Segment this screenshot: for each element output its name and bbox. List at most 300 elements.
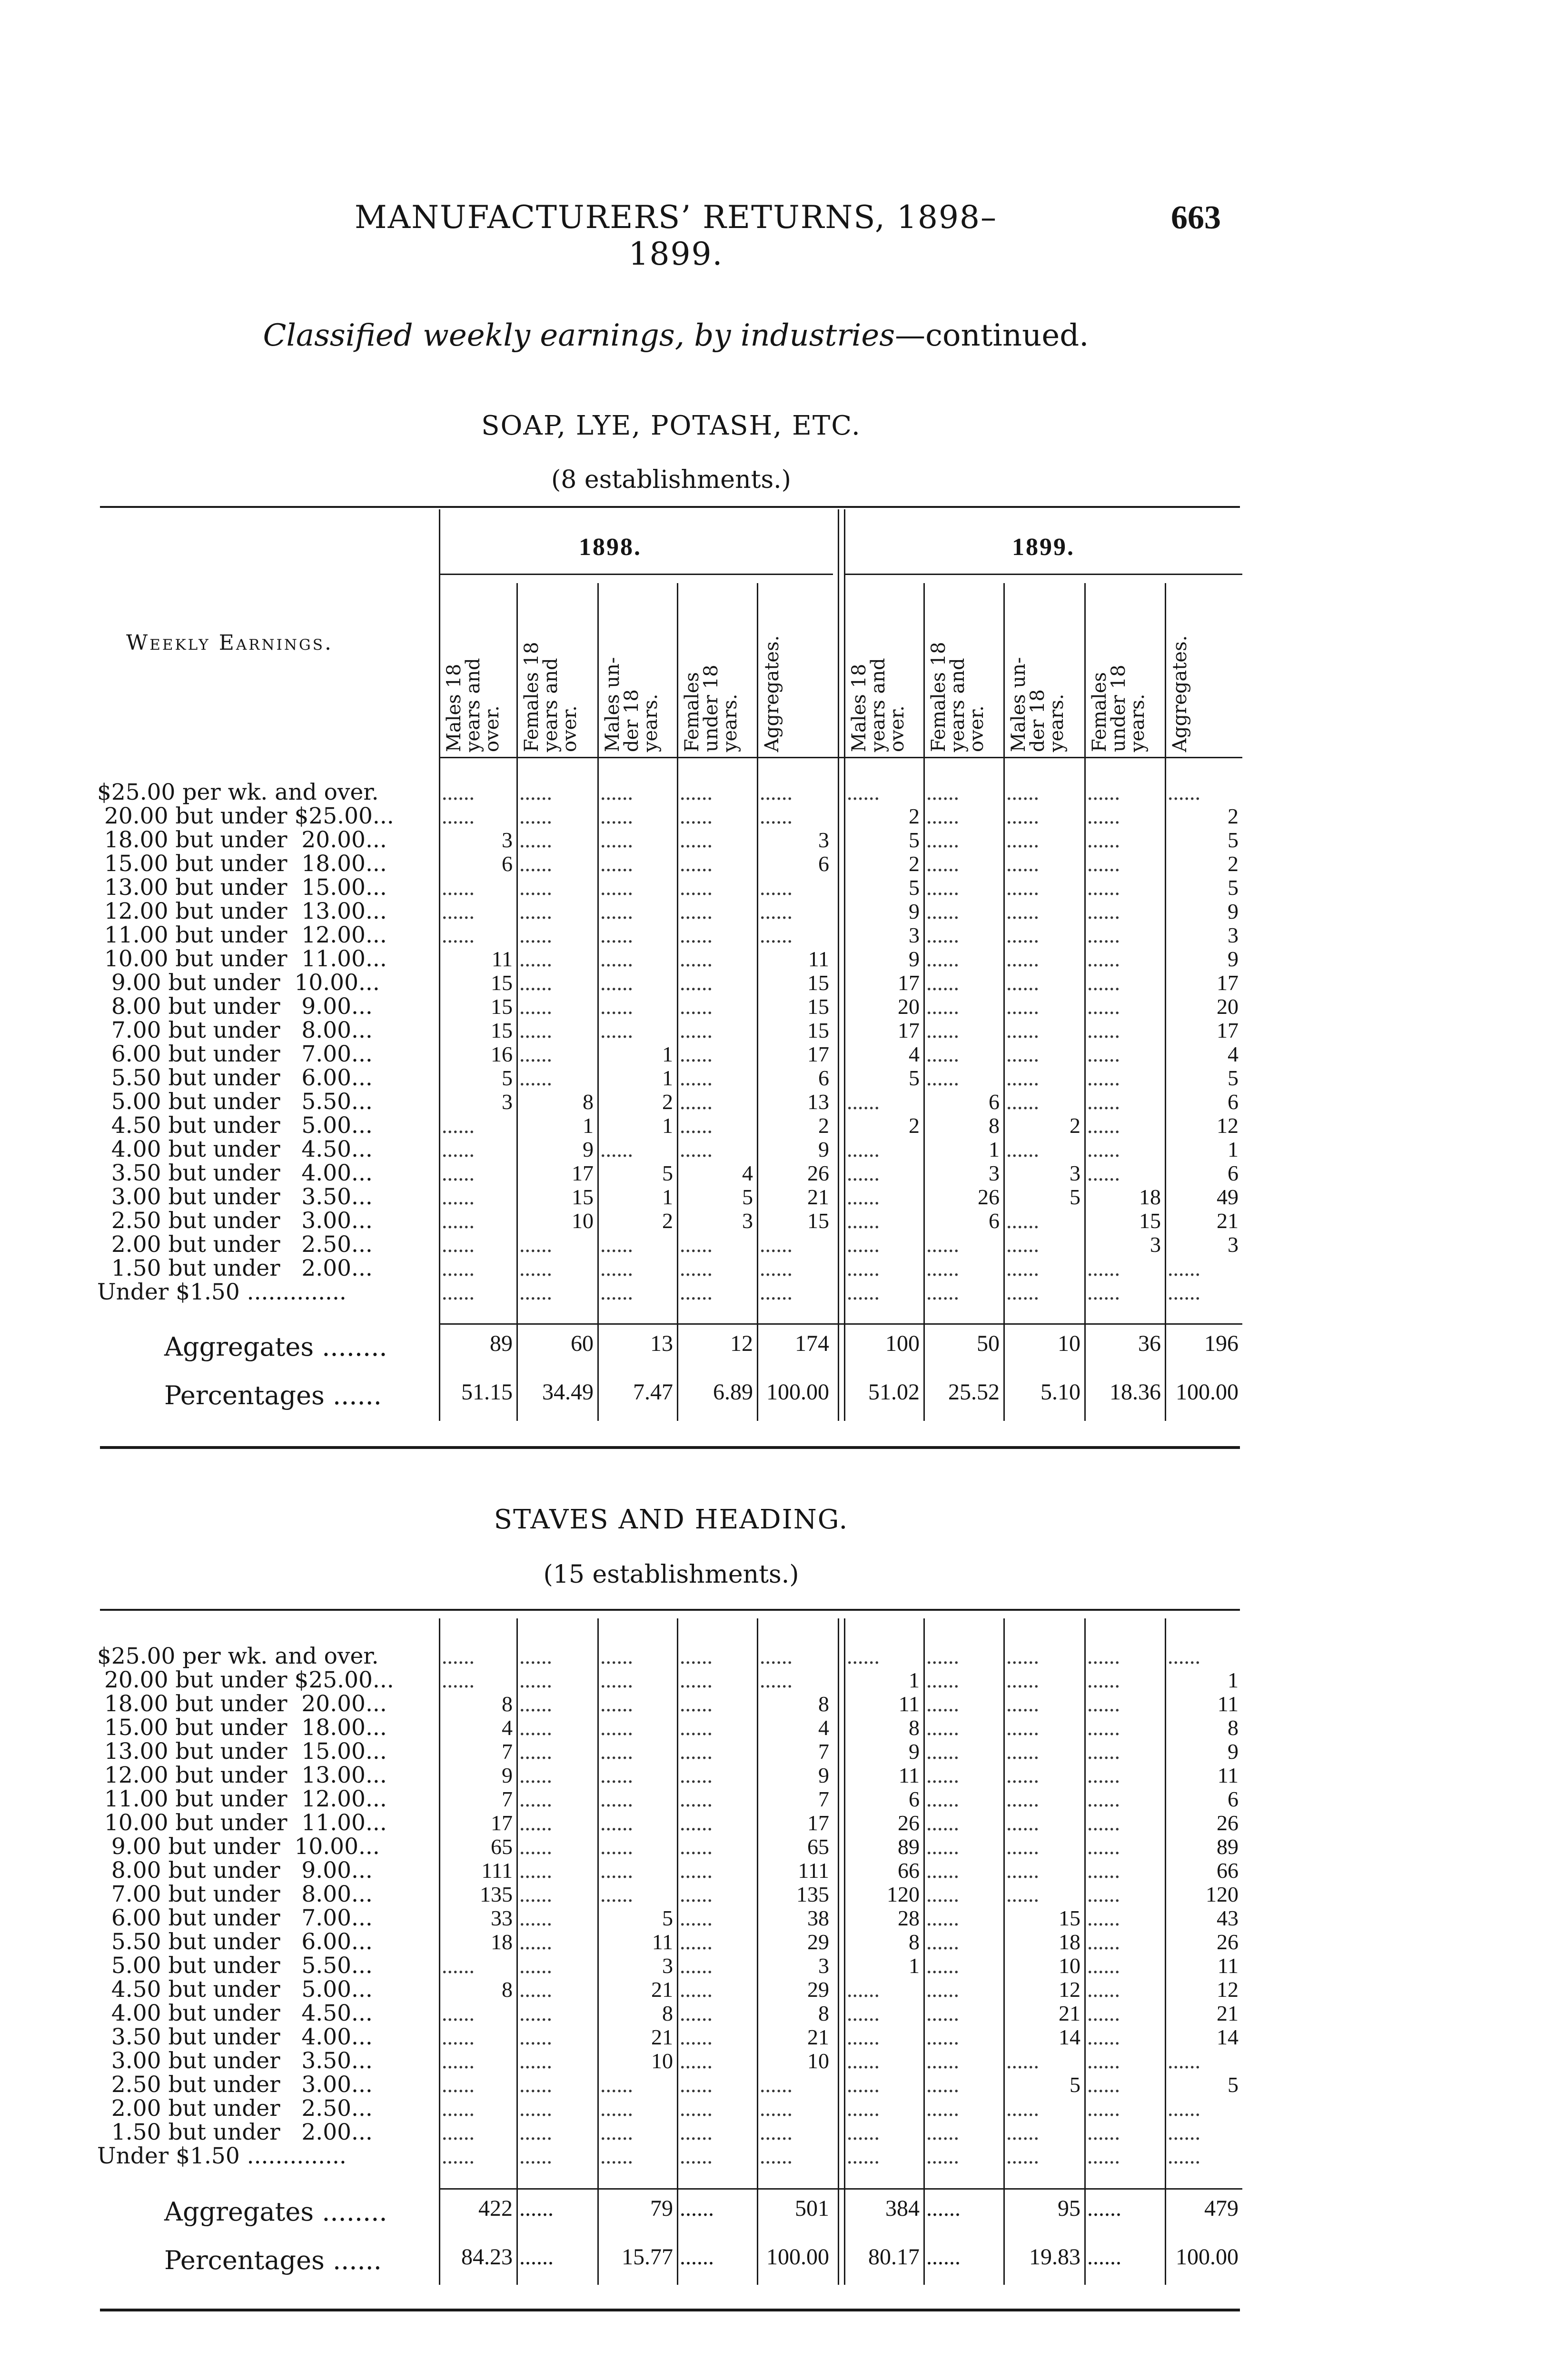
table-cell: ......	[600, 947, 633, 971]
table-cell: ......	[760, 1256, 793, 1280]
table-cell: ......	[926, 1977, 959, 2002]
table-cell: ......	[1087, 2025, 1120, 2049]
table-cell: ......	[519, 804, 552, 828]
aggregates-rule	[439, 1323, 1242, 1325]
row-label: 1.50 but under 2.00...	[97, 2119, 373, 2145]
table-cell: ......	[519, 1954, 552, 1978]
table-cell: ......	[926, 2096, 959, 2121]
table-cell: ......	[926, 1692, 959, 1716]
table-top-rule-soap	[100, 506, 1240, 508]
table-cell: ......	[680, 1858, 713, 1883]
table-cell: ......	[1087, 1644, 1120, 1668]
table-cell: ......	[847, 1090, 880, 1114]
column-header-1899-3: Males un- der 18 years.	[1008, 657, 1068, 752]
table-cell: ......	[847, 1137, 880, 1161]
table-cell: 8	[583, 1090, 594, 1114]
table-cell: ......	[600, 1882, 633, 1906]
table-cell: ......	[519, 1018, 552, 1042]
table-cell: ......	[1006, 1835, 1039, 1859]
table-cell: ......	[1006, 1787, 1039, 1811]
table-cell: ......	[442, 1256, 475, 1280]
row-label: 10.00 but under 11.00...	[97, 1810, 387, 1836]
table-cell: ......	[519, 994, 552, 1019]
aggregate-cell: ......	[926, 2196, 961, 2221]
table-cell: ......	[1006, 1280, 1039, 1304]
table-cell: ......	[442, 1954, 475, 1978]
table-cell: 135	[796, 1882, 829, 1906]
table-cell: ......	[1006, 923, 1039, 947]
row-label: 3.00 but under 3.50...	[97, 2048, 373, 2074]
percentage-cell: ......	[1087, 2244, 1121, 2270]
table-cell: ......	[680, 2049, 713, 2073]
table-cell: ......	[760, 2144, 793, 2168]
table-cell: ......	[600, 1739, 633, 1764]
table-cell: ......	[519, 1763, 552, 1787]
table-cell: ......	[680, 1256, 713, 1280]
table-cell: 17	[898, 1018, 920, 1042]
percentage-cell: 34.49	[542, 1379, 594, 1405]
table-cell: ......	[847, 1280, 880, 1304]
table-cell: ......	[1087, 1977, 1120, 2002]
table-cell: 10	[1059, 1954, 1080, 1978]
table-cell: ......	[600, 804, 633, 828]
table-cell: ......	[926, 1763, 959, 1787]
aggregate-cell: 479	[1204, 2196, 1239, 2221]
table-cell: ......	[519, 1716, 552, 1740]
table-cell: ......	[926, 1042, 959, 1066]
percentage-cell: 19.83	[1029, 2244, 1080, 2270]
table-cell: ......	[1006, 971, 1039, 995]
table-cell: 8	[909, 1930, 920, 1954]
table-cell: 3	[502, 1090, 513, 1114]
table-cell: 4	[818, 1716, 829, 1740]
table-cell: ......	[600, 899, 633, 923]
table-cell: ......	[1087, 1906, 1120, 1930]
aggregate-cell: 422	[478, 2196, 513, 2221]
percentage-cell: 100.00	[766, 2244, 829, 2270]
table-cell: 17	[807, 1811, 829, 1835]
table-cell: 11	[898, 1692, 920, 1716]
table-cell: ......	[600, 1692, 633, 1716]
table-cell: 18	[1139, 1185, 1161, 1209]
table-cell: ......	[760, 899, 793, 923]
table-cell: ......	[600, 1763, 633, 1787]
table-cell: 3	[1228, 923, 1239, 947]
table-cell: ......	[1087, 947, 1120, 971]
table-cell: 14	[1217, 2025, 1239, 2049]
table-cell: 20	[898, 994, 920, 1019]
table-cell: 11	[491, 947, 513, 971]
col-divider-double	[838, 1618, 839, 2285]
table-cell: ......	[1006, 1042, 1039, 1066]
table-cell: 3	[662, 1954, 673, 1978]
table-cell: 3	[818, 828, 829, 852]
table-cell: ......	[926, 1906, 959, 1930]
table-cell: ......	[1006, 1644, 1039, 1668]
table-cell: ......	[442, 2049, 475, 2073]
row-label: 3.50 but under 4.00...	[97, 1160, 373, 1186]
section-title-staves: STAVES AND HEADING.	[494, 1504, 849, 1535]
table-cell: ......	[1087, 1668, 1120, 1692]
table-cell: 17	[491, 1811, 513, 1835]
percentage-cell: 15.77	[622, 2244, 673, 2270]
table-cell: 9	[818, 1137, 829, 1161]
aggregate-cell: 50	[977, 1331, 1000, 1356]
table-cell: 10	[807, 2049, 829, 2073]
table-cell: ......	[680, 2144, 713, 2168]
percentage-cell: 51.02	[868, 1379, 920, 1405]
table-cell: ......	[519, 1835, 552, 1859]
table-cell: 21	[651, 1977, 673, 2002]
table-cell: ......	[442, 1137, 475, 1161]
table-cell: 11	[808, 947, 829, 971]
table-cell: ......	[442, 780, 475, 804]
row-label: 20.00 but under $25.00...	[97, 1667, 394, 1693]
table-cell: 4	[909, 1042, 920, 1066]
table-cell: ......	[680, 1716, 713, 1740]
table-cell: ......	[847, 780, 880, 804]
table-cell: ......	[600, 780, 633, 804]
table-cell: ......	[680, 875, 713, 900]
table-cell: 7	[818, 1739, 829, 1764]
table-cell: 3	[1228, 1232, 1239, 1257]
table-cell: 2	[662, 1209, 673, 1233]
table-cell: 65	[807, 1835, 829, 1859]
aggregate-cell: 12	[730, 1331, 753, 1356]
percentage-cell: 100.00	[766, 1379, 829, 1405]
table-cell: ......	[1087, 2001, 1120, 2025]
table-cell: ......	[1087, 2049, 1120, 2073]
table-cell: 5	[662, 1161, 673, 1185]
table-cell: ......	[442, 875, 475, 900]
table-cell: ......	[760, 780, 793, 804]
table-cell: ......	[600, 2073, 633, 2097]
table-cell: 15	[491, 971, 513, 995]
table-cell: ......	[519, 1906, 552, 1930]
table-cell: 9	[909, 947, 920, 971]
table-cell: 1	[1228, 1668, 1239, 1692]
row-label: 12.00 but under 13.00...	[97, 898, 387, 924]
table-cell: ......	[519, 852, 552, 876]
table-cell: 8	[818, 1692, 829, 1716]
table-cell: ......	[1087, 780, 1120, 804]
table-cell: ......	[519, 1280, 552, 1304]
row-label: 18.00 but under 20.00...	[97, 827, 387, 853]
table-cell: ......	[442, 1644, 475, 1668]
table-cell: ......	[600, 994, 633, 1019]
table-cell: 26	[1217, 1930, 1239, 1954]
table-cell: ......	[847, 1977, 880, 2002]
table-cell: ......	[926, 1232, 959, 1257]
table-cell: ......	[1006, 852, 1039, 876]
table-cell: 28	[898, 1906, 920, 1930]
percentage-cell: 25.52	[948, 1379, 1000, 1405]
table-cell: ......	[680, 1066, 713, 1090]
table-cell: ......	[926, 1644, 959, 1668]
table-cell: ......	[1087, 1042, 1120, 1066]
table-cell: ......	[519, 1977, 552, 2002]
table-cell: 26	[1217, 1811, 1239, 1835]
column-header-1898-5: Aggregates.	[761, 635, 783, 752]
table-cell: ......	[847, 1185, 880, 1209]
table-cell: ......	[442, 1232, 475, 1257]
table-cell: 5	[1070, 1185, 1080, 1209]
table-cell: 3	[909, 923, 920, 947]
table-cell: 15	[491, 994, 513, 1019]
aggregate-cell: 174	[795, 1331, 829, 1356]
table-cell: 13	[807, 1090, 829, 1114]
table-cell: ......	[600, 1644, 633, 1668]
table-cell: ......	[600, 1256, 633, 1280]
table-cell: 17	[1217, 971, 1239, 995]
row-label: 15.00 but under 18.00...	[97, 1715, 387, 1741]
table-cell: ......	[600, 2096, 633, 2121]
table-cell: 17	[1217, 1018, 1239, 1042]
table-cell: ......	[680, 1113, 713, 1138]
table-cell: ......	[680, 1930, 713, 1954]
table-cell: ......	[1006, 875, 1039, 900]
table-cell: ......	[442, 2073, 475, 2097]
table-cell: 1	[662, 1042, 673, 1066]
table-cell: ......	[600, 875, 633, 900]
table-cell: ......	[519, 1668, 552, 1692]
table-cell: ......	[1006, 804, 1039, 828]
table-subtitle	[248, 318, 1104, 353]
table-cell: 1	[583, 1113, 594, 1138]
table-cell: ......	[1006, 1739, 1039, 1764]
table-cell: ......	[1087, 1811, 1120, 1835]
subtitle-italic: Classified weekly earnings, by industries	[263, 318, 895, 353]
percentage-cell: 84.23	[461, 2244, 513, 2270]
table-cell: ......	[442, 1280, 475, 1304]
table-cell: 2	[909, 852, 920, 876]
row-label: 6.00 but under 7.00...	[97, 1905, 373, 1931]
percentage-cell: 5.10	[1041, 1379, 1080, 1405]
percentage-cell: 18.36	[1110, 1379, 1161, 1405]
table-cell: ......	[760, 2073, 793, 2097]
table-cell: ......	[680, 1835, 713, 1859]
table-cell: 8	[502, 1977, 513, 2002]
table-cell: ......	[442, 1185, 475, 1209]
table-cell: 6	[1228, 1161, 1239, 1185]
row-label: 2.00 but under 2.50...	[97, 1231, 373, 1258]
table-cell: ......	[680, 1280, 713, 1304]
table-cell: 12	[1217, 1977, 1239, 2002]
table-cell: ......	[926, 971, 959, 995]
table-bottom-rule-staves	[100, 2309, 1240, 2311]
table-cell: 6	[909, 1787, 920, 1811]
table-cell: 33	[491, 1906, 513, 1930]
table-cell: ......	[519, 1692, 552, 1716]
row-label: 4.50 but under 5.00...	[97, 1976, 373, 2003]
table-cell: 6	[1228, 1090, 1239, 1114]
table-cell: ......	[680, 1977, 713, 2002]
table-cell: ......	[1087, 2096, 1120, 2121]
table-cell: ......	[926, 1668, 959, 1692]
table-cell: ......	[926, 2001, 959, 2025]
table-cell: ......	[847, 2073, 880, 2097]
aggregate-cell: 384	[885, 2196, 920, 2221]
table-cell: ......	[1006, 780, 1039, 804]
table-cell: ......	[926, 1739, 959, 1764]
table-cell: 9	[909, 1739, 920, 1764]
table-cell: ......	[442, 2144, 475, 2168]
table-cell: 26	[807, 1161, 829, 1185]
table-top-rule-staves	[100, 1609, 1240, 1611]
row-label: 8.00 but under 9.00...	[97, 1857, 373, 1884]
table-cell: 12	[1217, 1113, 1239, 1138]
row-label: 2.00 but under 2.50...	[97, 2095, 373, 2122]
table-cell: ......	[760, 1668, 793, 1692]
table-cell: 7	[818, 1787, 829, 1811]
table-cell: 49	[1217, 1185, 1239, 1209]
table-cell: ......	[1006, 2049, 1039, 2073]
table-cell: ......	[1087, 1787, 1120, 1811]
table-cell: ......	[600, 1668, 633, 1692]
table-cell: ......	[442, 1113, 475, 1138]
table-cell: ......	[926, 2049, 959, 2073]
table-cell: ......	[926, 828, 959, 852]
table-cell: 3	[742, 1209, 753, 1233]
table-cell: 26	[898, 1811, 920, 1835]
table-cell: 21	[807, 2025, 829, 2049]
table-cell: ......	[1087, 875, 1120, 900]
table-cell: ......	[1006, 2144, 1039, 2168]
table-cell: 8	[909, 1716, 920, 1740]
table-cell: ......	[1087, 1113, 1120, 1138]
table-cell: 17	[807, 1042, 829, 1066]
table-cell: ......	[600, 1811, 633, 1835]
table-cell: 20	[1217, 994, 1239, 1019]
row-label: 12.00 but under 13.00...	[97, 1762, 387, 1788]
row-label: Under $1.50 ..............	[97, 1279, 347, 1305]
table-cell: 21	[1217, 2001, 1239, 2025]
table-cell: ......	[519, 2144, 552, 2168]
aggregate-cell: ......	[519, 2196, 554, 2221]
table-cell: 8	[662, 2001, 673, 2025]
table-cell: 1	[662, 1066, 673, 1090]
table-cell: ......	[1006, 947, 1039, 971]
table-cell: ......	[1006, 1882, 1039, 1906]
table-cell: ......	[1006, 1018, 1039, 1042]
table-cell: ......	[680, 899, 713, 923]
table-cell: 6	[989, 1090, 1000, 1114]
table-cell: ......	[1087, 1137, 1120, 1161]
table-cell: ......	[519, 1882, 552, 1906]
table-cell: ......	[680, 2001, 713, 2025]
table-cell: 38	[807, 1906, 829, 1930]
table-cell: ......	[1006, 899, 1039, 923]
column-header-1898-1: Males 18 years and over.	[443, 658, 503, 752]
row-label: 20.00 but under $25.00...	[97, 803, 394, 829]
table-cell: 11	[1217, 1954, 1239, 1978]
table-cell: ......	[1168, 2144, 1200, 2168]
table-cell: 8	[818, 2001, 829, 2025]
column-header-1898-2: Females 18 years and over.	[521, 642, 581, 752]
table-cell: 9	[818, 1763, 829, 1787]
table-cell: 66	[898, 1858, 920, 1883]
table-cell: ......	[519, 1232, 552, 1257]
table-cell: ......	[519, 899, 552, 923]
section-note-soap: (8 establishments.)	[551, 466, 791, 494]
aggregate-cell: 36	[1138, 1331, 1161, 1356]
table-cell: ......	[847, 2144, 880, 2168]
table-cell: ......	[600, 1232, 633, 1257]
row-label: 13.00 but under 15.00...	[97, 1738, 387, 1765]
table-cell: ......	[847, 1644, 880, 1668]
table-cell: ......	[680, 1811, 713, 1835]
table-cell: 15	[807, 971, 829, 995]
table-cell: ......	[519, 1739, 552, 1764]
table-cell: ......	[442, 1668, 475, 1692]
column-header-1899-2: Females 18 years and over.	[928, 642, 988, 752]
table-cell: ......	[1006, 1668, 1039, 1692]
table-cell: ......	[1087, 1256, 1120, 1280]
year-1899-heading: 1899.	[1012, 534, 1075, 561]
table-cell: 17	[572, 1161, 594, 1185]
page-number: 663	[1171, 199, 1221, 236]
table-cell: 5	[909, 875, 920, 900]
table-cell: ......	[1087, 1763, 1120, 1787]
table-cell: ......	[600, 1137, 633, 1161]
section-title-soap: SOAP, LYE, POTASH, ETC.	[481, 410, 861, 441]
table-cell: ......	[680, 1954, 713, 1978]
table-cell: 9	[1228, 899, 1239, 923]
table-cell: ......	[926, 804, 959, 828]
table-cell: 8	[1228, 1716, 1239, 1740]
table-cell: ......	[1006, 1232, 1039, 1257]
table-cell: ......	[847, 1232, 880, 1257]
table-cell: ......	[1087, 1161, 1120, 1185]
row-label: 15.00 but under 18.00...	[97, 851, 387, 877]
table-cell: ......	[1087, 899, 1120, 923]
table-cell: ......	[926, 947, 959, 971]
row-label: 3.00 but under 3.50...	[97, 1184, 373, 1210]
table-cell: ......	[680, 1882, 713, 1906]
table-cell: ......	[442, 923, 475, 947]
row-label: $25.00 per wk. and over.	[97, 1643, 379, 1669]
table-cell: 4	[1228, 1042, 1239, 1066]
subtitle-continued: —continued.	[895, 318, 1089, 353]
table-cell: ......	[1087, 1835, 1120, 1859]
table-cell: ......	[1006, 1090, 1039, 1114]
table-cell: ......	[1087, 2120, 1120, 2144]
table-cell: ......	[1087, 1090, 1120, 1114]
table-cell: ......	[1006, 1137, 1039, 1161]
table-cell: 5	[1228, 1066, 1239, 1090]
table-cell: ......	[1168, 2049, 1200, 2073]
table-cell: ......	[926, 1787, 959, 1811]
table-cell: 7	[502, 1739, 513, 1764]
table-cell: ......	[847, 1161, 880, 1185]
table-cell: ......	[926, 899, 959, 923]
table-cell: ......	[519, 828, 552, 852]
table-cell: ......	[926, 1835, 959, 1859]
table-cell: ......	[926, 2144, 959, 2168]
table-cell: ......	[600, 1787, 633, 1811]
column-header-1899-4: Females under 18 years.	[1089, 664, 1149, 752]
table-cell: 111	[481, 1858, 513, 1883]
table-cell: ......	[680, 1644, 713, 1668]
row-label: 9.00 but under 10.00...	[97, 970, 380, 996]
table-cell: ......	[680, 923, 713, 947]
table-cell: 5	[1228, 828, 1239, 852]
table-cell: ......	[1087, 852, 1120, 876]
table-cell: ......	[680, 2120, 713, 2144]
table-cell: 2	[1228, 852, 1239, 876]
table-cell: ......	[680, 1232, 713, 1257]
table-cell: 15	[807, 1209, 829, 1233]
